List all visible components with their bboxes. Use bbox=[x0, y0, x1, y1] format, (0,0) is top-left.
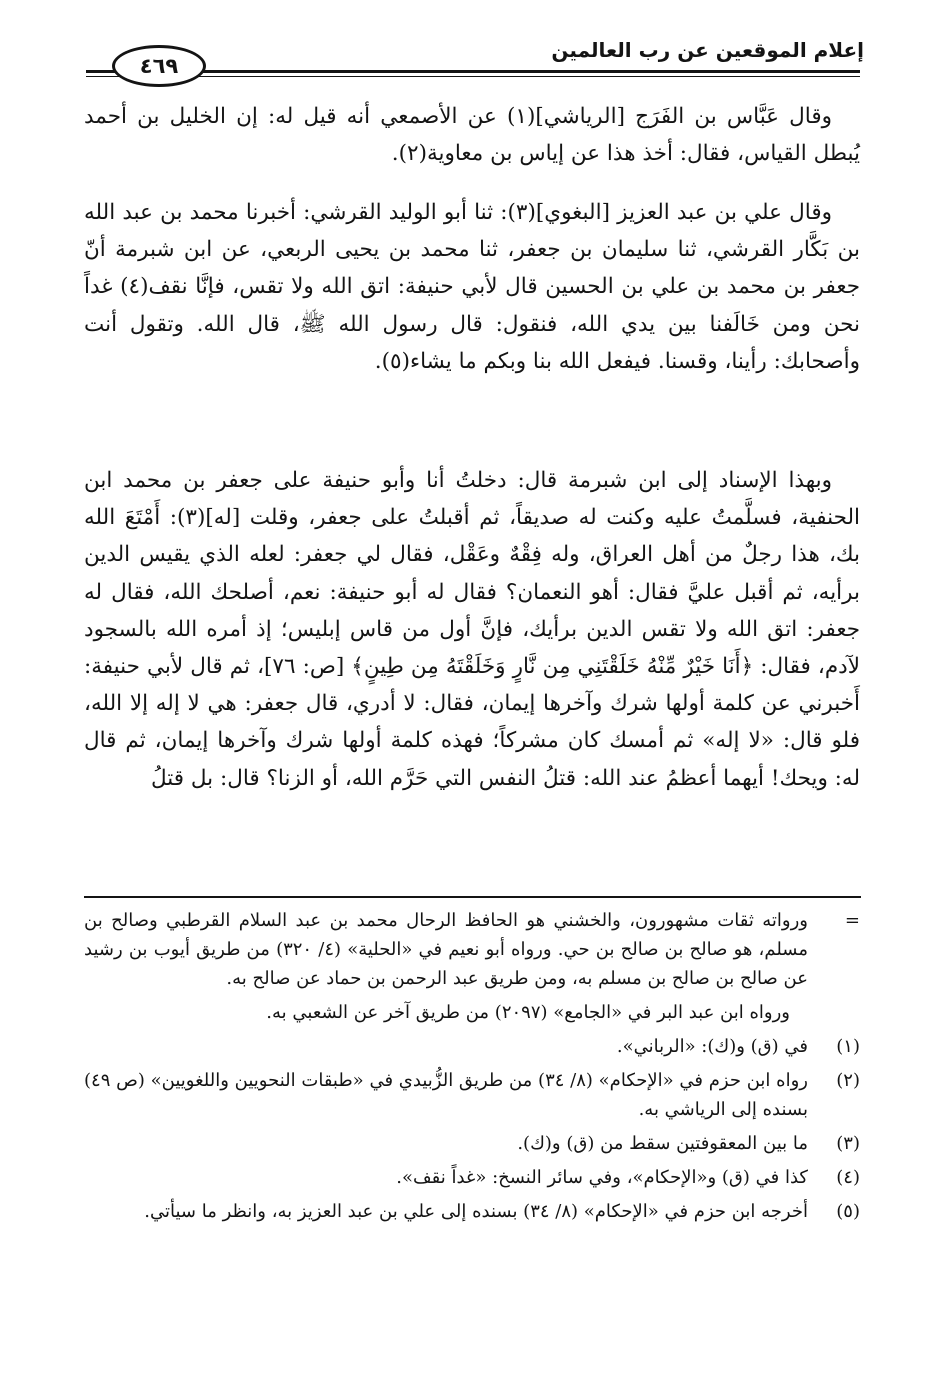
paragraph-text: وقال عَبَّاس بن الفَرَج [الرياشي](١) عن الأصمعي أنه قيل له: إن الخليل بن أحمد يُبطل القياس، فقال: أخذ هذا عن إياس بن معاوية(٢). bbox=[84, 104, 860, 167]
footnote-marker: (٢) bbox=[836, 1070, 860, 1091]
paragraph bbox=[84, 98, 860, 172]
footnote-marker: (٣) bbox=[836, 1133, 860, 1154]
paragraph-text: وبهذا الإسناد إلى ابن شبرمة قال: دخلتُ أنا وأبو حنيفة على جعفر بن محمد ابن الحنفية، فسلَّمتُ عليه وكنت له صديقاً، ثم أقبلتُ على جعفر، وقلت [له](٣): أَمْتَعَ الله بك، هذا رجلٌ من أهل العراق، وله فِقْهٌ وعَقْل، فقال لي جعفر: لعله الذي يقيس الدين برأيه، ثم أقبل عليَّ فقال: أهو النعمان؟ فقال له أبو حنيفة: نعم، أصلحك الله، فقال له جعفر: اتق الله ولا تقس الدين برأيك، فإنَّ أول من قاس إبليس؛ إذ أمره الله بالسجود لآدم، فقال: ﴿أَنَا خَيْرٌ مِّنْهُ خَلَقْتَنِي مِن نَّارٍ وَخَلَقْتَهُ مِن طِينٍ﴾ [ص: ٧٦]، ثم قال لأبي حنيفة: أَخبرني عن كلمة أولها شرك وآخرها إيمان، فقال: لا أدري، قال جعفر: هي لا إله إلا الله، فلو قال: «لا إله» ثم أمسك كان مشركاً؛ فهذه كلمة أولها شرك وآخرها إيمان، ثم قال له: ويحك! أيهما أعظمُ عند الله: قتلُ النفس التي حَرَّم الله، أو الزنا؟ قال: بل قتلُ bbox=[84, 468, 861, 791]
footnote-text: كذا في (ق) و«الإحكام»، وفي سائر النسخ: «غداً نقف». bbox=[396, 1167, 808, 1188]
footnote-3 bbox=[84, 1129, 860, 1158]
paragraph bbox=[84, 462, 860, 797]
footnote-text: ورواته ثقات مشهورون، والخشني هو الحافظ الرحال محمد بن عبد السلام القرطبي وصالح بن مسلم، هو صالح بن صالح بن حي. ورواه أبو نعيم في «الحلية» (٤/ ٣٢٠) من طريق أيوب بن رشيد عن صالح بن صالح بن مسلم به، ومن طريق عبد الرحمن بن حماد عن صالح به. bbox=[84, 910, 808, 989]
paragraph-text: وقال علي بن عبد العزيز [البغوي](٣): ثنا أبو الوليد القرشي: أخبرنا محمد بن عبد الله بن بَكَّار القرشي، ثنا سليمان بن جعفر، ثنا محمد بن يحيى الربعي، عن ابن شبرمة أنّ جعفر بن محمد بن علي بن الحسين قال لأبي حنيفة: اتق الله ولا تقس، فإنَّا نقف(٤) غداً نحن ومن خَالَفنا بين يدي الله، فنقول: قال رسول الله ﷺ، قال الله. وتقول أنت وأصحابك: رأينا، وقسنا. فيفعل الله بنا وبكم ما يشاء(٥). bbox=[84, 200, 860, 374]
footnote-marker: (١) bbox=[836, 1036, 860, 1057]
page-number: ٤٦٩ bbox=[139, 53, 179, 78]
footnote-1 bbox=[84, 1032, 860, 1061]
footnote-marker: (٥) bbox=[836, 1201, 860, 1222]
footnotes bbox=[84, 906, 860, 1231]
footnote-text: رواه ابن حزم في «الإحكام» (٨/ ٣٤) من طريق الزُّبيدي في «طبقات النحويين واللغويين» (ص ٤٩) بسنده إلى الرياشي به. bbox=[84, 1070, 808, 1120]
footnote-separator bbox=[84, 896, 861, 898]
footnote-text: أخرجه ابن حزم في «الإحكام» (٨/ ٣٤) بسنده إلى علي بن عبد العزيز به، وانظر ما سيأتي. bbox=[144, 1201, 808, 1222]
footnote-continuation-sub bbox=[84, 998, 860, 1027]
footnote-4 bbox=[84, 1163, 860, 1192]
footnote-5 bbox=[84, 1197, 860, 1226]
running-header-title: إعلام الموقعين عن رب العالمين bbox=[551, 38, 864, 62]
footnote-text: في (ق) و(ك): «الرباني». bbox=[616, 1036, 808, 1057]
page-number-badge bbox=[112, 45, 206, 87]
header-rule-thin bbox=[86, 76, 860, 77]
footnote-text: ورواه ابن عبد البر في «الجامع» (٢٠٩٧) من طريق آخر عن الشعبي به. bbox=[266, 1002, 790, 1023]
footnote-2 bbox=[84, 1066, 860, 1124]
continuation-marker: = bbox=[844, 910, 860, 931]
paragraph bbox=[84, 194, 860, 380]
footnote-text: ما بين المعقوفتين سقط من (ق) و(ك). bbox=[517, 1133, 808, 1154]
footnote-continuation bbox=[84, 906, 860, 993]
footnote-marker: (٤) bbox=[836, 1167, 860, 1188]
